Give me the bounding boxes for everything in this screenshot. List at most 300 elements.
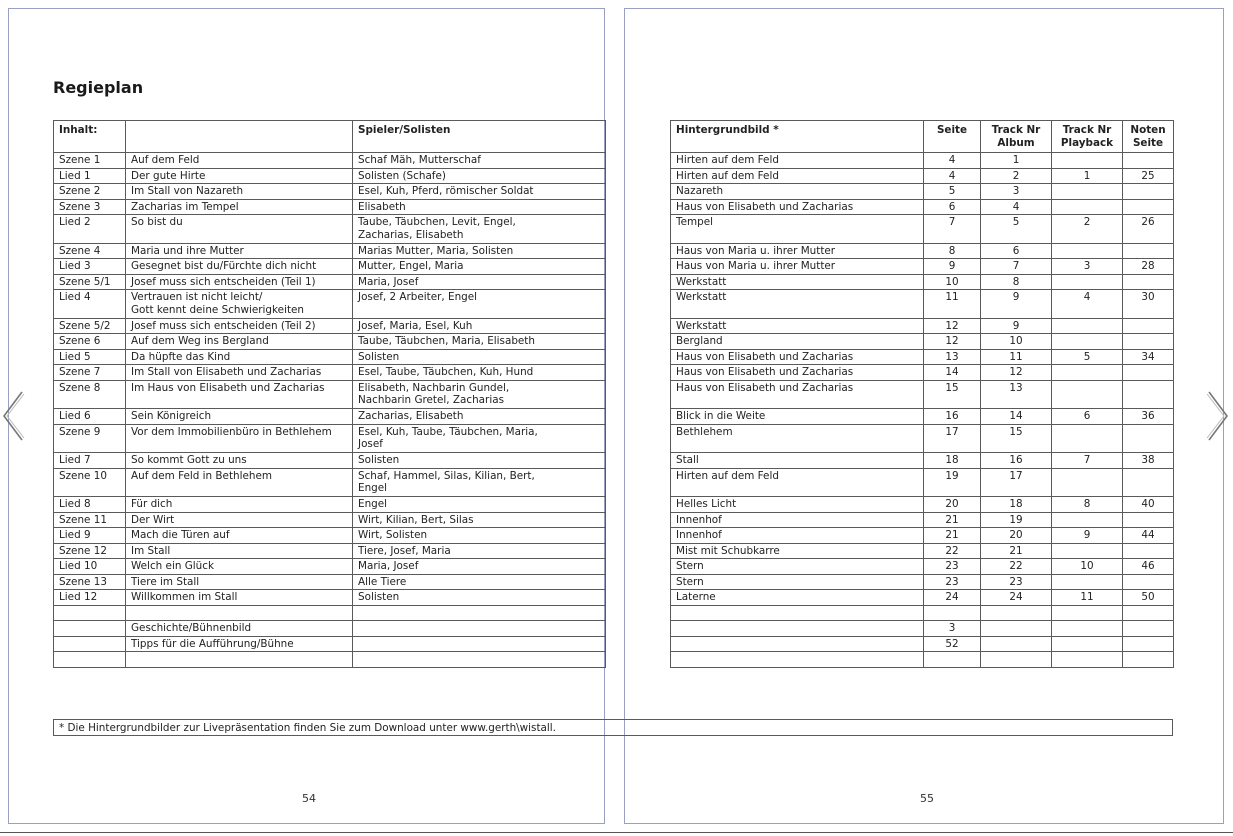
row-track-playback	[1052, 605, 1123, 621]
row-track-playback: 2	[1052, 215, 1123, 244]
row-players: Maria, Josef	[353, 274, 606, 290]
table-row	[54, 528, 606, 544]
row-background: Bethlehem	[671, 424, 924, 453]
row-players: Zacharias, Elisabeth	[353, 409, 606, 425]
table-row	[54, 334, 606, 350]
row-title: Willkommen im Stall	[126, 590, 353, 606]
row-track-album: 3	[981, 184, 1052, 200]
table-row	[54, 409, 606, 425]
row-track-album: 15	[981, 424, 1052, 453]
row-title: Vor dem Immobilienbüro in Bethlehem	[126, 424, 353, 453]
row-background	[671, 652, 924, 668]
table-row	[671, 168, 1174, 184]
table-row	[54, 559, 606, 575]
row-players: Tiere, Josef, Maria	[353, 543, 606, 559]
row-background: Haus von Maria u. ihrer Mutter	[671, 243, 924, 259]
page-number-left: 54	[302, 792, 316, 805]
header-track-album-line2: Album	[997, 136, 1035, 149]
row-track-playback: 1	[1052, 168, 1123, 184]
table-row	[54, 153, 606, 169]
page-number-right: 55	[920, 792, 934, 805]
row-page: 18	[924, 453, 981, 469]
row-page: 7	[924, 215, 981, 244]
row-title: Auf dem Weg ins Bergland	[126, 334, 353, 350]
table-row	[54, 497, 606, 513]
row-title: Da hüpfte das Kind	[126, 349, 353, 365]
table-row	[54, 652, 606, 668]
table-row	[671, 290, 1174, 319]
row-background	[671, 605, 924, 621]
table-row	[671, 349, 1174, 365]
table-row	[54, 590, 606, 606]
row-sheet-page	[1123, 153, 1174, 169]
row-type: Szene 4	[54, 243, 126, 259]
table-row	[671, 528, 1174, 544]
table-row	[671, 199, 1174, 215]
header-spieler: Spieler/Solisten	[353, 121, 606, 153]
row-sheet-page	[1123, 184, 1174, 200]
row-title: Tipps für die Aufführung/Bühne	[126, 636, 353, 652]
row-title: Tiere im Stall	[126, 574, 353, 590]
row-type: Lied 4	[54, 290, 126, 319]
row-track-playback: 8	[1052, 497, 1123, 513]
row-players: Solisten (Schafe)	[353, 168, 606, 184]
row-sheet-page	[1123, 199, 1174, 215]
row-background: Werkstatt	[671, 290, 924, 319]
table-row	[54, 512, 606, 528]
row-track-playback	[1052, 621, 1123, 637]
table-row	[671, 153, 1174, 169]
row-type	[54, 621, 126, 637]
row-track-album: 14	[981, 409, 1052, 425]
row-title: Für dich	[126, 497, 353, 513]
row-type: Szene 3	[54, 199, 126, 215]
row-track-album: 4	[981, 199, 1052, 215]
row-track-playback	[1052, 574, 1123, 590]
header-noten-line2: Seite	[1132, 136, 1164, 149]
divider	[0, 832, 1233, 833]
row-background: Mist mit Schubkarre	[671, 543, 924, 559]
row-track-album: 19	[981, 512, 1052, 528]
row-page: 12	[924, 334, 981, 350]
row-players: Elisabeth, Nachbarin Gundel, Nachbarin Gretel, Zacharias	[353, 380, 606, 409]
row-title: Geschichte/Bühnenbild	[126, 621, 353, 637]
table-row	[54, 199, 606, 215]
row-type: Szene 10	[54, 468, 126, 497]
table-row	[54, 349, 606, 365]
row-track-playback	[1052, 243, 1123, 259]
row-type: Lied 5	[54, 349, 126, 365]
header-hintergrund: Hintergrundbild *	[671, 121, 924, 153]
table-row	[54, 215, 606, 244]
header-track-playback	[1052, 121, 1123, 153]
row-players	[353, 652, 606, 668]
row-players: Wirt, Solisten	[353, 528, 606, 544]
row-players: Solisten	[353, 590, 606, 606]
row-sheet-page: 46	[1123, 559, 1174, 575]
row-type: Szene 9	[54, 424, 126, 453]
row-track-album: 2	[981, 168, 1052, 184]
row-sheet-page	[1123, 243, 1174, 259]
table-row	[671, 468, 1174, 497]
row-sheet-page: 26	[1123, 215, 1174, 244]
right-table	[670, 120, 1174, 668]
row-track-playback: 3	[1052, 259, 1123, 275]
row-track-playback: 10	[1052, 559, 1123, 575]
row-background: Werkstatt	[671, 318, 924, 334]
row-type: Szene 8	[54, 380, 126, 409]
row-background: Blick in die Weite	[671, 409, 924, 425]
row-track-album: 1	[981, 153, 1052, 169]
row-title: Welch ein Glück	[126, 559, 353, 575]
row-track-album: 13	[981, 380, 1052, 409]
row-track-playback	[1052, 318, 1123, 334]
row-title: Maria und ihre Mutter	[126, 243, 353, 259]
row-track-playback: 6	[1052, 409, 1123, 425]
row-track-playback	[1052, 380, 1123, 409]
table-row	[671, 621, 1174, 637]
table-row	[671, 274, 1174, 290]
row-type: Lied 10	[54, 559, 126, 575]
row-players	[353, 636, 606, 652]
row-background	[671, 636, 924, 652]
row-track-album: 18	[981, 497, 1052, 513]
table-row	[671, 184, 1174, 200]
row-title: Im Stall	[126, 543, 353, 559]
row-page	[924, 605, 981, 621]
row-background: Haus von Elisabeth und Zacharias	[671, 380, 924, 409]
table-row	[54, 259, 606, 275]
row-background: Bergland	[671, 334, 924, 350]
table-row	[671, 512, 1174, 528]
left-table	[53, 120, 606, 668]
row-track-playback: 11	[1052, 590, 1123, 606]
row-players: Taube, Täubchen, Maria, Elisabeth	[353, 334, 606, 350]
row-sheet-page	[1123, 512, 1174, 528]
row-title: Im Stall von Elisabeth und Zacharias	[126, 365, 353, 381]
page-title: Regieplan	[53, 78, 144, 97]
header-seite: Seite	[924, 121, 981, 153]
table-row	[54, 636, 606, 652]
row-page: 23	[924, 574, 981, 590]
table-row	[671, 497, 1174, 513]
row-background: Haus von Elisabeth und Zacharias	[671, 199, 924, 215]
row-page: 21	[924, 528, 981, 544]
row-sheet-page: 28	[1123, 259, 1174, 275]
table-row	[54, 243, 606, 259]
row-track-album: 12	[981, 365, 1052, 381]
row-track-album: 10	[981, 334, 1052, 350]
row-sheet-page: 38	[1123, 453, 1174, 469]
row-players: Marias Mutter, Maria, Solisten	[353, 243, 606, 259]
chevron-right-icon	[1205, 388, 1231, 444]
row-page: 9	[924, 259, 981, 275]
row-players: Josef, 2 Arbeiter, Engel	[353, 290, 606, 319]
row-track-playback	[1052, 468, 1123, 497]
row-track-playback	[1052, 274, 1123, 290]
table-row	[54, 184, 606, 200]
row-type: Lied 6	[54, 409, 126, 425]
row-sheet-page	[1123, 424, 1174, 453]
row-page: 20	[924, 497, 981, 513]
row-sheet-page	[1123, 574, 1174, 590]
row-players: Schaf Mäh, Mutterschaf	[353, 153, 606, 169]
table-row	[54, 318, 606, 334]
row-sheet-page	[1123, 318, 1174, 334]
header-track-album	[981, 121, 1052, 153]
header-track-playback-line1: Track Nr	[1062, 124, 1112, 136]
row-type: Lied 7	[54, 453, 126, 469]
row-type	[54, 636, 126, 652]
row-sheet-page: 50	[1123, 590, 1174, 606]
row-background: Hirten auf dem Feld	[671, 168, 924, 184]
header-track-playback-line2: Playback	[1060, 136, 1114, 149]
row-page: 4	[924, 153, 981, 169]
row-page: 17	[924, 424, 981, 453]
row-type: Szene 5/1	[54, 274, 126, 290]
table-row	[54, 274, 606, 290]
row-type: Szene 2	[54, 184, 126, 200]
row-track-playback	[1052, 199, 1123, 215]
row-track-playback	[1052, 184, 1123, 200]
row-page: 10	[924, 274, 981, 290]
row-sheet-page: 40	[1123, 497, 1174, 513]
row-background: Innenhof	[671, 528, 924, 544]
row-type: Szene 13	[54, 574, 126, 590]
row-track-album: 17	[981, 468, 1052, 497]
row-sheet-page	[1123, 468, 1174, 497]
row-sheet-page	[1123, 274, 1174, 290]
row-page: 13	[924, 349, 981, 365]
row-track-album	[981, 605, 1052, 621]
row-title: Im Haus von Elisabeth und Zacharias	[126, 380, 353, 409]
row-players: Esel, Taube, Täubchen, Kuh, Hund	[353, 365, 606, 381]
row-title	[126, 652, 353, 668]
table-row	[54, 574, 606, 590]
row-background: Innenhof	[671, 512, 924, 528]
row-page: 24	[924, 590, 981, 606]
row-track-album: 9	[981, 318, 1052, 334]
row-type: Szene 11	[54, 512, 126, 528]
row-background: Stall	[671, 453, 924, 469]
row-track-playback	[1052, 365, 1123, 381]
row-track-playback	[1052, 424, 1123, 453]
row-track-album: 22	[981, 559, 1052, 575]
row-sheet-page	[1123, 652, 1174, 668]
row-page: 8	[924, 243, 981, 259]
row-type: Szene 1	[54, 153, 126, 169]
row-type: Lied 12	[54, 590, 126, 606]
chevron-left-icon	[0, 388, 26, 444]
table-row	[671, 453, 1174, 469]
row-page: 4	[924, 168, 981, 184]
row-players: Solisten	[353, 453, 606, 469]
table-row	[54, 453, 606, 469]
row-track-album	[981, 652, 1052, 668]
row-track-album	[981, 621, 1052, 637]
row-page: 52	[924, 636, 981, 652]
row-title: Josef muss sich entscheiden (Teil 2)	[126, 318, 353, 334]
header-inhalt: Inhalt:	[54, 121, 126, 153]
table-row	[671, 243, 1174, 259]
table-row	[54, 605, 606, 621]
row-title: Der Wirt	[126, 512, 353, 528]
table-row	[671, 365, 1174, 381]
row-title: Zacharias im Tempel	[126, 199, 353, 215]
row-track-album: 11	[981, 349, 1052, 365]
row-background: Haus von Maria u. ihrer Mutter	[671, 259, 924, 275]
row-type: Lied 2	[54, 215, 126, 244]
right-table-body	[671, 153, 1174, 668]
row-title: Der gute Hirte	[126, 168, 353, 184]
table-row	[54, 621, 606, 637]
table-row	[54, 365, 606, 381]
row-background: Hirten auf dem Feld	[671, 468, 924, 497]
header-track-album-line1: Track Nr	[991, 124, 1041, 136]
row-sheet-page	[1123, 605, 1174, 621]
row-track-playback	[1052, 636, 1123, 652]
row-sheet-page	[1123, 621, 1174, 637]
row-track-playback: 5	[1052, 349, 1123, 365]
row-players	[353, 621, 606, 637]
row-track-album: 8	[981, 274, 1052, 290]
row-title: Josef muss sich entscheiden (Teil 1)	[126, 274, 353, 290]
row-background: Haus von Elisabeth und Zacharias	[671, 365, 924, 381]
row-page: 14	[924, 365, 981, 381]
row-sheet-page	[1123, 636, 1174, 652]
row-type: Lied 1	[54, 168, 126, 184]
table-row	[671, 380, 1174, 409]
row-page: 16	[924, 409, 981, 425]
table-row	[671, 334, 1174, 350]
row-type: Szene 7	[54, 365, 126, 381]
row-title: Im Stall von Nazareth	[126, 184, 353, 200]
row-players: Mutter, Engel, Maria	[353, 259, 606, 275]
table-row	[671, 424, 1174, 453]
row-track-playback	[1052, 153, 1123, 169]
row-players: Alle Tiere	[353, 574, 606, 590]
row-track-album: 21	[981, 543, 1052, 559]
table-row	[671, 559, 1174, 575]
table-row	[671, 318, 1174, 334]
row-page	[924, 652, 981, 668]
row-track-album: 24	[981, 590, 1052, 606]
row-title: Auf dem Feld	[126, 153, 353, 169]
row-page: 11	[924, 290, 981, 319]
row-sheet-page: 25	[1123, 168, 1174, 184]
row-title: Mach die Türen auf	[126, 528, 353, 544]
table-row	[671, 259, 1174, 275]
row-type: Lied 3	[54, 259, 126, 275]
table-row	[54, 424, 606, 453]
row-type	[54, 652, 126, 668]
row-background: Hirten auf dem Feld	[671, 153, 924, 169]
table-row	[54, 380, 606, 409]
row-background	[671, 621, 924, 637]
row-page: 21	[924, 512, 981, 528]
row-track-playback: 9	[1052, 528, 1123, 544]
row-sheet-page: 44	[1123, 528, 1174, 544]
row-track-album: 16	[981, 453, 1052, 469]
row-page: 12	[924, 318, 981, 334]
row-background: Stern	[671, 559, 924, 575]
header-noten	[1123, 121, 1174, 153]
row-track-album: 9	[981, 290, 1052, 319]
row-type: Szene 12	[54, 543, 126, 559]
row-players: Esel, Kuh, Pferd, römischer Soldat	[353, 184, 606, 200]
row-track-playback	[1052, 334, 1123, 350]
row-sheet-page	[1123, 380, 1174, 409]
row-type: Lied 8	[54, 497, 126, 513]
row-track-album: 7	[981, 259, 1052, 275]
row-title: Sein Königreich	[126, 409, 353, 425]
previous-page-button[interactable]	[0, 388, 26, 444]
row-track-playback	[1052, 512, 1123, 528]
row-sheet-page: 36	[1123, 409, 1174, 425]
row-background: Laterne	[671, 590, 924, 606]
table-row	[671, 590, 1174, 606]
row-page: 3	[924, 621, 981, 637]
row-players: Maria, Josef	[353, 559, 606, 575]
footnote: * Die Hintergrundbilder zur Livepräsentation finden Sie zum Download unter www.gerth\wistall.	[53, 719, 1173, 736]
row-players: Esel, Kuh, Taube, Täubchen, Maria, Josef	[353, 424, 606, 453]
row-page: 19	[924, 468, 981, 497]
row-track-album	[981, 636, 1052, 652]
table-row	[54, 468, 606, 497]
row-track-album: 23	[981, 574, 1052, 590]
row-background: Nazareth	[671, 184, 924, 200]
table-row	[54, 543, 606, 559]
row-page: 15	[924, 380, 981, 409]
row-players: Solisten	[353, 349, 606, 365]
row-title: So kommt Gott zu uns	[126, 453, 353, 469]
row-sheet-page	[1123, 334, 1174, 350]
row-title	[126, 605, 353, 621]
row-title: Vertrauen ist nicht leicht/ Gott kennt deine Schwierigkeiten	[126, 290, 353, 319]
table-row	[671, 652, 1174, 668]
row-track-album: 6	[981, 243, 1052, 259]
row-track-playback	[1052, 543, 1123, 559]
row-track-playback: 4	[1052, 290, 1123, 319]
row-track-album: 20	[981, 528, 1052, 544]
table-row	[671, 636, 1174, 652]
table-row	[671, 215, 1174, 244]
row-type: Szene 6	[54, 334, 126, 350]
row-players: Schaf, Hammel, Silas, Kilian, Bert, Engel	[353, 468, 606, 497]
table-row	[54, 290, 606, 319]
table-row	[671, 574, 1174, 590]
row-page: 5	[924, 184, 981, 200]
table-row	[671, 409, 1174, 425]
row-type: Lied 9	[54, 528, 126, 544]
row-sheet-page: 34	[1123, 349, 1174, 365]
header-noten-line1: Noten	[1130, 124, 1166, 136]
table-row	[671, 605, 1174, 621]
row-background: Haus von Elisabeth und Zacharias	[671, 349, 924, 365]
row-players: Wirt, Kilian, Bert, Silas	[353, 512, 606, 528]
row-title: Auf dem Feld in Bethlehem	[126, 468, 353, 497]
row-background: Stern	[671, 574, 924, 590]
next-page-button[interactable]	[1205, 388, 1231, 444]
row-background: Helles Licht	[671, 497, 924, 513]
table-row	[671, 543, 1174, 559]
row-sheet-page	[1123, 543, 1174, 559]
left-table-body	[54, 153, 606, 668]
row-players: Engel	[353, 497, 606, 513]
row-type	[54, 605, 126, 621]
row-page: 6	[924, 199, 981, 215]
row-type: Szene 5/2	[54, 318, 126, 334]
